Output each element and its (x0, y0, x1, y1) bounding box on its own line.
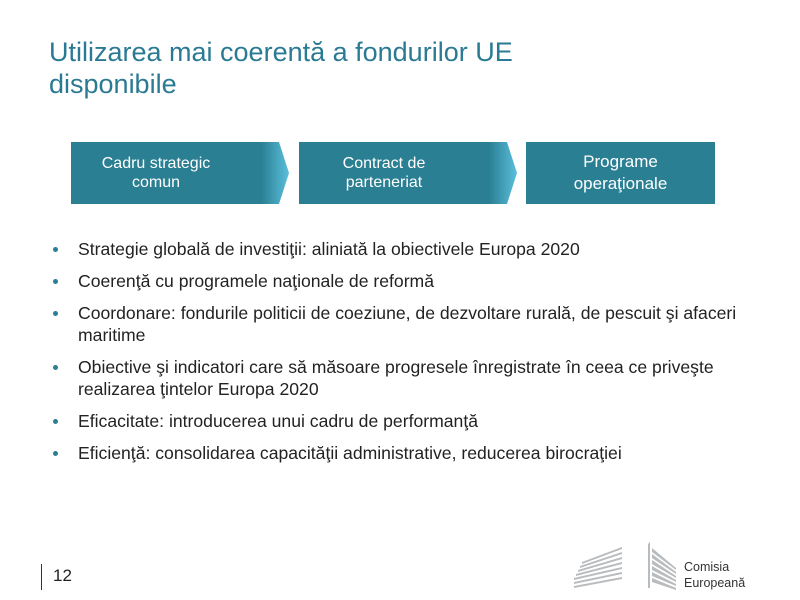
slide-title-line2: disponibile (49, 69, 177, 99)
page-number: 12 (53, 566, 72, 585)
bullet-dot-icon (53, 365, 58, 370)
logo-line2: Europeană (684, 576, 746, 590)
flow-step-1-line2: comun (131, 174, 181, 191)
list-item: Coerenţă cu programele naţionale de reformă (52, 270, 782, 292)
footer-divider (41, 564, 42, 590)
logo-wordmark (684, 559, 745, 591)
flow-step-contract-parteneriat (299, 142, 489, 204)
list-item: Strategie globală de investiţii: aliniată la obiectivele Europa 2020 (52, 238, 782, 260)
logo-line1: Comisia (684, 560, 730, 574)
flow-step-programe-operationale (526, 142, 715, 204)
flow-step-3-line1: Programe (583, 152, 658, 171)
list-item: Coordonare: fondurile politicii de coeziune, de dezvoltare rurală, de pescuit şi afaceri maritime (52, 302, 782, 346)
list-item: Eficienţă: consolidarea capacităţii administrative, reducerea birocraţiei (52, 442, 782, 464)
chevron-arrow-icon (261, 142, 289, 204)
bullet-dot-icon (53, 451, 58, 456)
slide-title (49, 36, 749, 100)
slide-title-line1: Utilizarea mai coerentă a fondurilor UE (49, 37, 513, 67)
process-flow (71, 142, 716, 206)
bullet-list (52, 238, 782, 474)
flow-step-2-line2: parteneriat (345, 174, 423, 191)
bullet-dot-icon (53, 247, 58, 252)
flow-step-1-line1: Cadru strategic (101, 155, 211, 172)
flow-step-2-line1: Contract de (342, 155, 426, 172)
list-item: Obiective şi indicatori care să măsoare progresele înregistrate în ceea ce priveşte realizarea ţintelor Europa 2020 (52, 356, 782, 400)
flow-step-3-line2: operaţionale (573, 174, 668, 193)
flow-step-cadru-strategic (71, 142, 261, 204)
bullet-dot-icon (53, 311, 58, 316)
list-item: Eficacitate: introducerea unui cadru de performanţă (52, 410, 782, 432)
chevron-arrow-icon (489, 142, 517, 204)
bullet-dot-icon (53, 279, 58, 284)
bullet-dot-icon (53, 419, 58, 424)
